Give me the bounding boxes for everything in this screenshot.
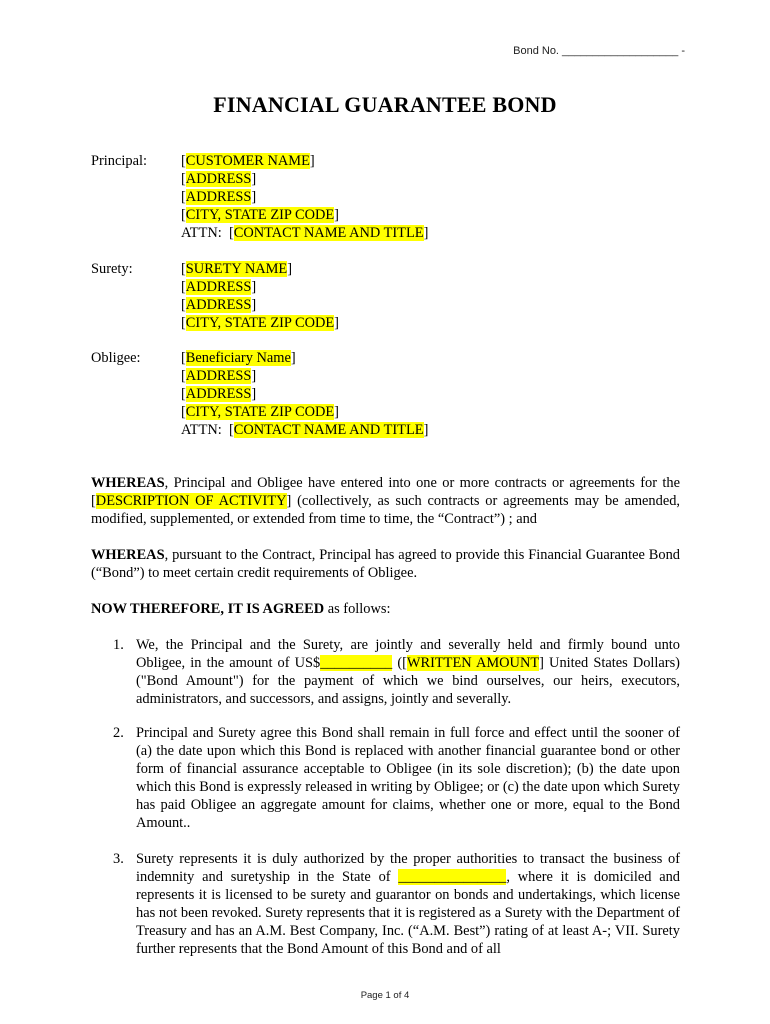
- obligee-address-1: [ADDRESS]: [181, 368, 257, 384]
- principal-address-field-1[interactable]: ADDRESS: [185, 171, 252, 187]
- list-item: [113, 636, 680, 708]
- surety-address-1: [ADDRESS]: [181, 279, 257, 295]
- item-text: [136, 850, 680, 958]
- bond-amount-field[interactable]: __________: [320, 655, 393, 671]
- now-therefore-paragraph: [91, 600, 680, 618]
- item-1-text-c: ] United States Dollars) ("Bond Amount") for the payment of which we bind ourselves, our heirs, executors, administrators, and successors, and assigns, jointly and severally.: [136, 655, 680, 707]
- item-text: Principal and Surety agree this Bond shall remain in full force and effect until the sooner of (a) the date upon which this Bond is replaced with another financial guarantee bond or other form of financial assurance acceptable to Obligee (in its sole discretion); (b) the date upon which this Bond is expressly released in writing by Obligee; or (c) the date upon which Surety has paid Obligee an aggregate amount for claims, whether one or more, equal to the Bond Amount..: [136, 725, 680, 831]
- surety-address-field-1[interactable]: ADDRESS: [185, 279, 252, 295]
- obligee-label: Obligee:: [91, 350, 141, 366]
- principal-label: Principal:: [91, 153, 147, 169]
- activity-description-field[interactable]: DESCRIPTION OF ACTIVITY: [95, 493, 287, 509]
- surety-address-field-2[interactable]: ADDRESS: [185, 297, 252, 313]
- obligee-city-field[interactable]: CITY, STATE ZIP CODE: [185, 404, 335, 420]
- bond-number-header: Bond No. ___________________ -: [513, 45, 685, 57]
- obligee-attn-label: ATTN:: [181, 422, 229, 438]
- now-therefore-lead: NOW THEREFORE, IT IS AGREED: [91, 601, 325, 617]
- item-3-text-b: , where it is domiciled and represents it is licensed to be surety and guarantor on bonds and undertakings, which license has not been revoked. Surety represents that it is registered as a Surety with the Department of Treasury and has an A.M. Best Company, Inc. (“A.M. Best”) rating of at least A-; VII. Surety further represents that the Bond Amount of this Bond and of all: [136, 869, 680, 957]
- item-number: 2.: [113, 725, 124, 741]
- surety-name-field[interactable]: SURETY NAME: [185, 261, 288, 277]
- surety-city-field[interactable]: CITY, STATE ZIP CODE: [185, 315, 335, 331]
- principal-attn-label: ATTN:: [181, 225, 229, 241]
- document-title: FINANCIAL GUARANTEE BOND: [213, 92, 557, 117]
- obligee-name: [Beneficiary Name]: [181, 350, 296, 366]
- surety-city: [CITY, STATE ZIP CODE]: [181, 315, 339, 331]
- principal-customer-name: [CUSTOMER NAME]: [181, 153, 315, 169]
- item-number: 1.: [113, 637, 124, 653]
- principal-address-field-2[interactable]: ADDRESS: [185, 189, 252, 205]
- surety-name: [SURETY NAME]: [181, 261, 292, 277]
- item-3-text-a: Surety represents it is duly authorized by the proper authorities to transact the business of indemnity and suretyship in the State of: [136, 851, 680, 885]
- beneficiary-name-field[interactable]: Beneficiary Name: [185, 350, 291, 366]
- obligee-address-2: [ADDRESS]: [181, 386, 257, 402]
- surety-details: [181, 260, 601, 332]
- whereas-2-lead: WHEREAS: [91, 547, 165, 563]
- obligee-city: [CITY, STATE ZIP CODE]: [181, 404, 339, 420]
- item-text: [136, 636, 680, 708]
- obligee-attn: ATTN: [CONTACT NAME AND TITLE]: [181, 422, 429, 438]
- principal-attn: ATTN: [CONTACT NAME AND TITLE]: [181, 225, 429, 241]
- obligee-address-field-1[interactable]: ADDRESS: [185, 368, 252, 384]
- page-number: Page 1 of 4: [360, 990, 410, 1001]
- item-1-text-a: We, the Principal and the Surety, are jointly and severally held and firmly bound unto Obligee, in the amount of US$: [136, 637, 680, 671]
- whereas-1-text-b: ] (collectively, as such contracts or agreements may be amended, modified, supplemented, or extended from time to time, the “Contract”) ; and: [91, 493, 680, 527]
- principal-contact-field[interactable]: CONTACT NAME AND TITLE: [233, 225, 424, 241]
- whereas-1-text-a: , Principal and Obligee have entered into one or more contracts or agreements for the [: [91, 475, 680, 509]
- obligee-address-field-2[interactable]: ADDRESS: [185, 386, 252, 402]
- surety-label: Surety:: [91, 261, 133, 277]
- state-domicile-field[interactable]: _______________: [398, 869, 507, 885]
- principal-address-1: [ADDRESS]: [181, 171, 257, 187]
- list-item: [113, 850, 680, 958]
- written-amount-field[interactable]: WRITTEN AMOUNT: [406, 655, 540, 671]
- item-number: 3.: [113, 851, 124, 867]
- item-1-text-b: ([: [392, 655, 407, 671]
- whereas-paragraph-2: [91, 546, 680, 582]
- principal-city-field[interactable]: CITY, STATE ZIP CODE: [185, 207, 335, 223]
- now-therefore-text: as follows:: [324, 601, 391, 617]
- whereas-paragraph-1: [91, 474, 680, 528]
- list-item: [113, 724, 680, 832]
- obligee-details: [181, 349, 601, 439]
- principal-address-2: [ADDRESS]: [181, 189, 257, 205]
- principal-city: [CITY, STATE ZIP CODE]: [181, 207, 339, 223]
- customer-name-field[interactable]: CUSTOMER NAME: [185, 153, 310, 169]
- whereas-2-text: , pursuant to the Contract, Principal has agreed to provide this Financial Guarantee Bond (“Bond”) to meet certain credit requirements of Obligee.: [91, 547, 680, 581]
- whereas-1-lead: WHEREAS: [91, 475, 165, 491]
- principal-details: [181, 152, 601, 242]
- surety-address-2: [ADDRESS]: [181, 297, 257, 313]
- obligee-contact-field[interactable]: CONTACT NAME AND TITLE: [233, 422, 424, 438]
